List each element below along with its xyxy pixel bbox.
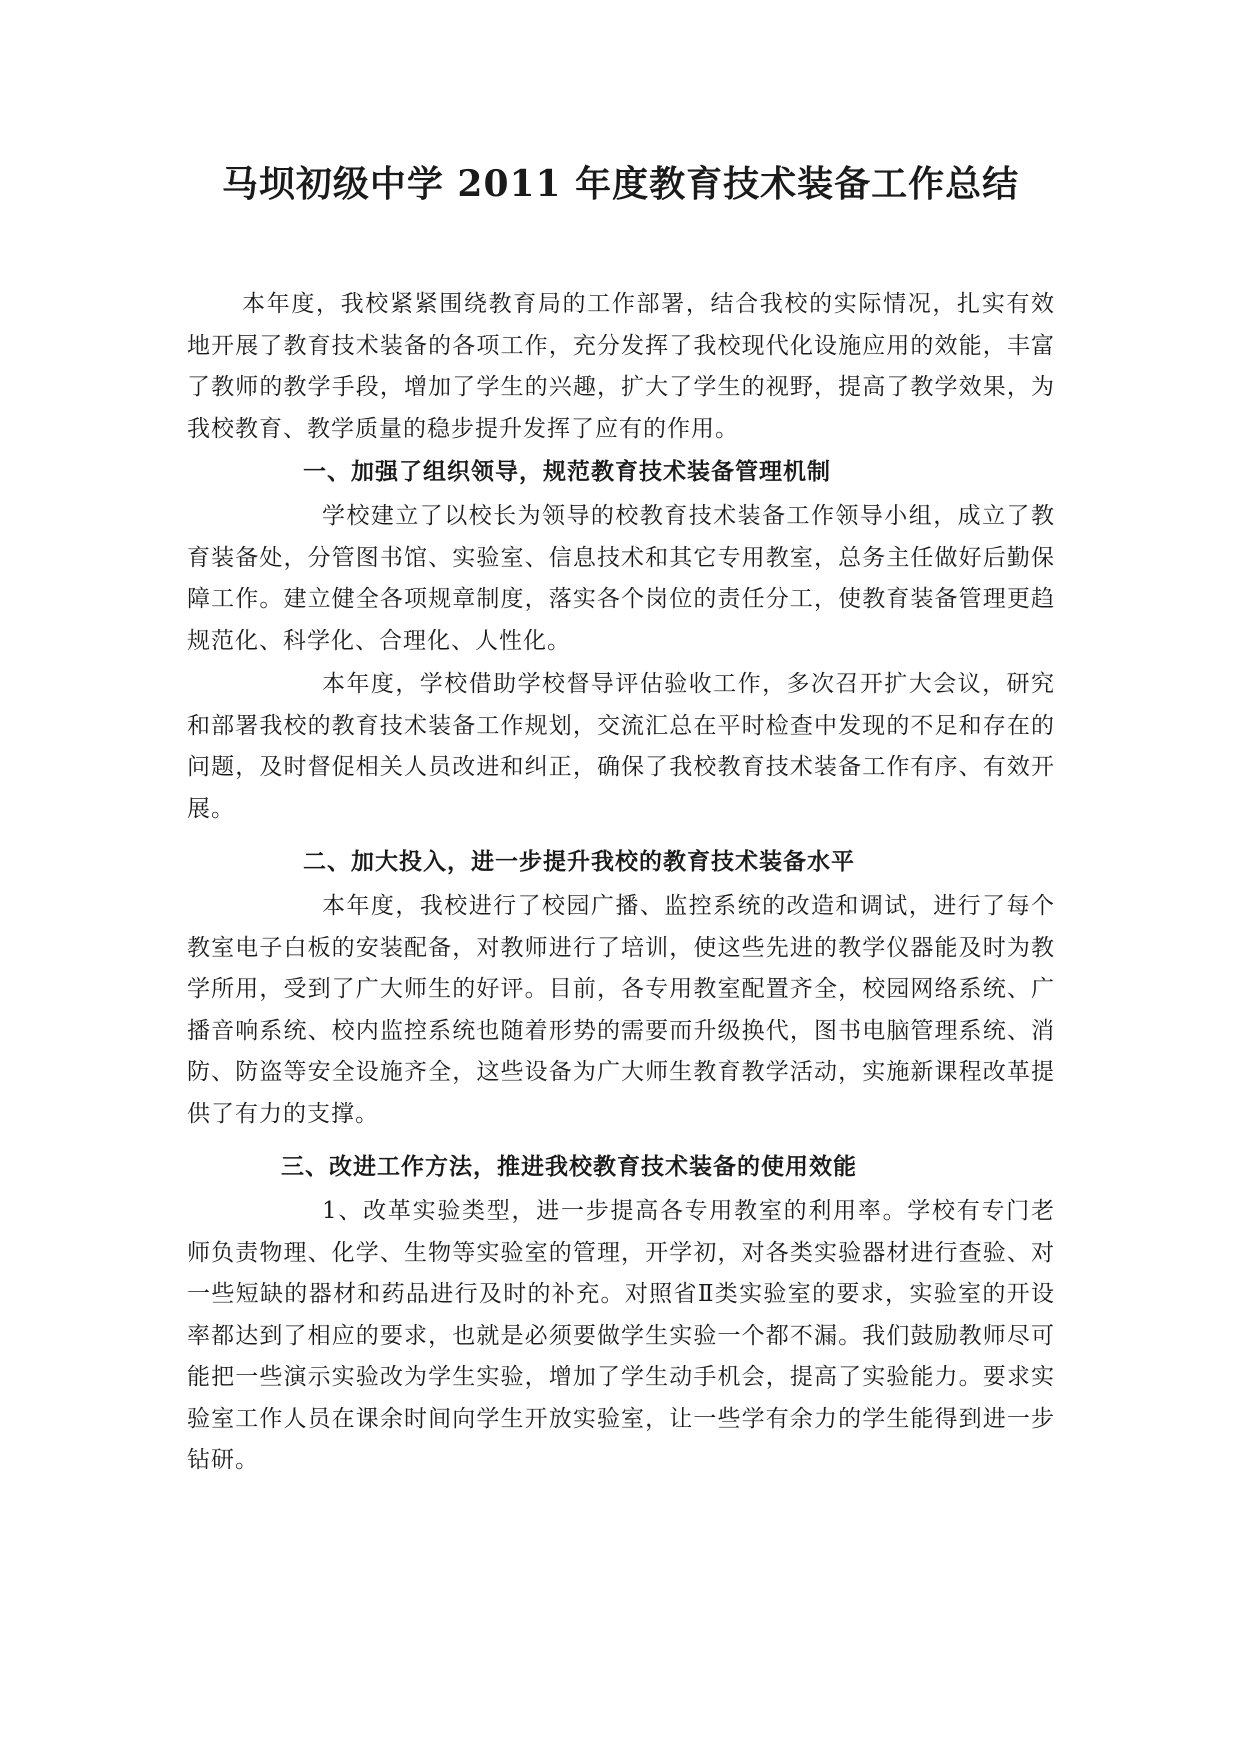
section-1-paragraph-2: 本年度，学校借助学校督导评估验收工作，多次召开扩大会议，研究和部署我校的教育技术装备工作规划，交流汇总在平时检查中发现的不足和存在的问题，及时督促相关人员改进和纠正，确保了我校教育技术装备工作有序、有效开展。 — [187, 671, 1055, 822]
section-2 — [187, 842, 1055, 1135]
document-title: 马坝初级中学 2011 年度教育技术装备工作总结 — [221, 163, 1020, 205]
section-3-paragraph-1: 1、改革实验类型，进一步提高各专用教室的利用率。学校有专门老师负责物理、化学、生物等实验室的管理，开学初，对各类实验器材进行查验、对一些短缺的器材和药品进行及时的补充。对照省Ⅱ类实验室的要求，实验室的开设率都达到了相应的要求，也就是必须要做学生实验一个都不漏。我们鼓励教师尽可能把一些演示实验改为学生实验，增加了学生动手机会，提高了实验能力。要求实验室工作人员在课余时间向学生开放实验室，让一些学有余力的学生能得到进一步钻研。 — [187, 1198, 1055, 1473]
section-1-paragraph-1: 学校建立了以校长为领导的校教育技术装备工作领导小组，成立了教育装备处，分管图书馆、实验室、信息技术和其它专用教室，总务主任做好后勤保障工作。建立健全各项规章制度，落实各个岗位的责任分工，使教育装备管理更趋规范化、科学化、合理化、人性化。 — [187, 503, 1055, 654]
section-1-heading: 一、加强了组织领导，规范教育技术装备管理机制 — [303, 458, 831, 485]
document-body — [187, 284, 1055, 1484]
section-3 — [187, 1147, 1055, 1482]
section-2-heading: 二、加大投入，进一步提升我校的教育技术装备水平 — [303, 848, 855, 875]
intro-paragraph: 本年度，我校紧紧围绕教育局的工作部署，结合我校的实际情况，扎实有效地开展了教育技术装备的各项工作，充分发挥了我校现代化设施应用的效能，丰富了教师的教学手段，增加了学生的兴趣，扩大了学生的视野，提高了教学效果，为我校教育、教学质量的稳步提升发挥了应有的作用。 — [187, 291, 1055, 442]
section-1 — [187, 452, 1055, 830]
section-3-heading: 三、改进工作方法，推进我校教育技术装备的使用效能 — [281, 1153, 857, 1180]
section-2-paragraph-1: 本年度，我校进行了校园广播、监控系统的改造和调试，进行了每个教室电子白板的安装配备，对教师进行了培训，使这些先进的教学仪器能及时为教学所用，受到了广大师生的好评。目前，各专用教室配置齐全，校园网络系统、广播音响系统、校内监控系统也随着形势的需要而升级换代，图书电脑管理系统、消防、防盗等安全设施齐全，这些设备为广大师生教育教学活动，实施新课程改革提供了有力的支撑。 — [187, 893, 1055, 1127]
